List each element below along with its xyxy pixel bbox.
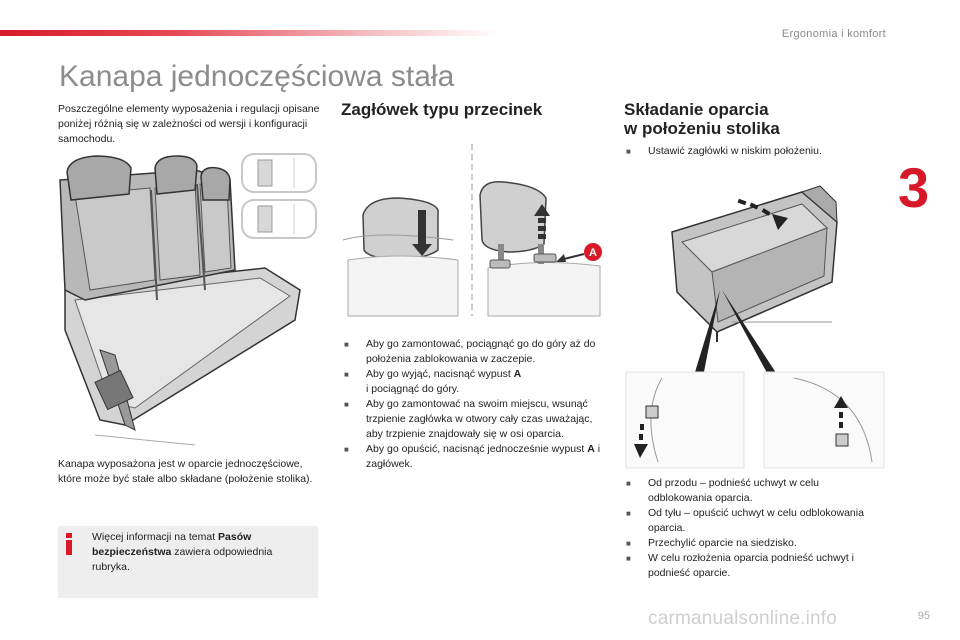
info-text: Więcej informacji na temat Pasów bezpieczeństwa zawiera odpowiednia rubryka.: [92, 531, 273, 573]
page-title: Kanapa jednoczęściowa stała: [59, 60, 455, 93]
bench-description: Kanapa wyposażona jest w oparcie jednoczęściowe, które może być stałe albo składane (położenie stolika).: [58, 458, 313, 485]
watermark: carmanualsonline.info: [648, 608, 838, 629]
page-number: 95: [917, 610, 930, 622]
list-item: ■ Aby go zamontować, pociągnąć go do góry aż do położenia zablokowania w zaczepie.: [342, 337, 612, 367]
list-item: ■ Od tyłu – opuścić uchwyt w celu odblokowania oparcia.: [624, 506, 886, 536]
chapter-number: 3: [898, 156, 930, 219]
headrest-illustration: [338, 140, 608, 320]
callout-a-label: A: [589, 247, 597, 259]
list-item: ■ Ustawić zagłówki w niskim położeniu.: [624, 144, 884, 159]
list-item: ■ W celu rozłożenia oparcia podnieść uchwyt i podnieść oparcie.: [624, 551, 886, 581]
folding-section-title: Składanie oparcia w położeniu stolika: [624, 100, 780, 138]
intro-text: Poszczególne elementy wyposażenia i regulacji opisane poniżej różnią się w zależności od wersji i konfiguracji samochodu.: [58, 103, 320, 145]
section-label: Ergonomia i komfort: [781, 28, 886, 40]
info-text-bold: Pasów bezpieczeństwa: [92, 531, 252, 558]
list-item: ■ Aby go zamontować na swoim miejscu, wsunąć trzpienie zagłówka w otwory cały czas uważając, aby trzpienie znajdowały się w osi oparcia.: [342, 397, 612, 442]
folding-first-step: [624, 144, 884, 159]
headrest-steps-list: [342, 337, 612, 472]
list-item: ■ Od przodu – podnieść uchwyt w celu odblokowania oparcia.: [624, 476, 886, 506]
van-layout-diagram: [236, 152, 320, 242]
folding-backrest-illustration: [622, 172, 888, 472]
list-item: ■ Aby go wyjąć, nacisnąć wypust A i pociągnąć do góry.: [342, 367, 612, 397]
info-icon: [64, 533, 76, 555]
headrest-section-title: Zagłówek typu przecinek: [341, 100, 543, 119]
header-accent-bar: [0, 30, 500, 36]
folding-steps-list: [624, 476, 886, 581]
list-item: ■ Przechylić oparcie na siedzisko.: [624, 536, 886, 551]
list-item: ■ Aby go opuścić, nacisnąć jednocześnie wypust A i zagłówek.: [342, 442, 612, 472]
